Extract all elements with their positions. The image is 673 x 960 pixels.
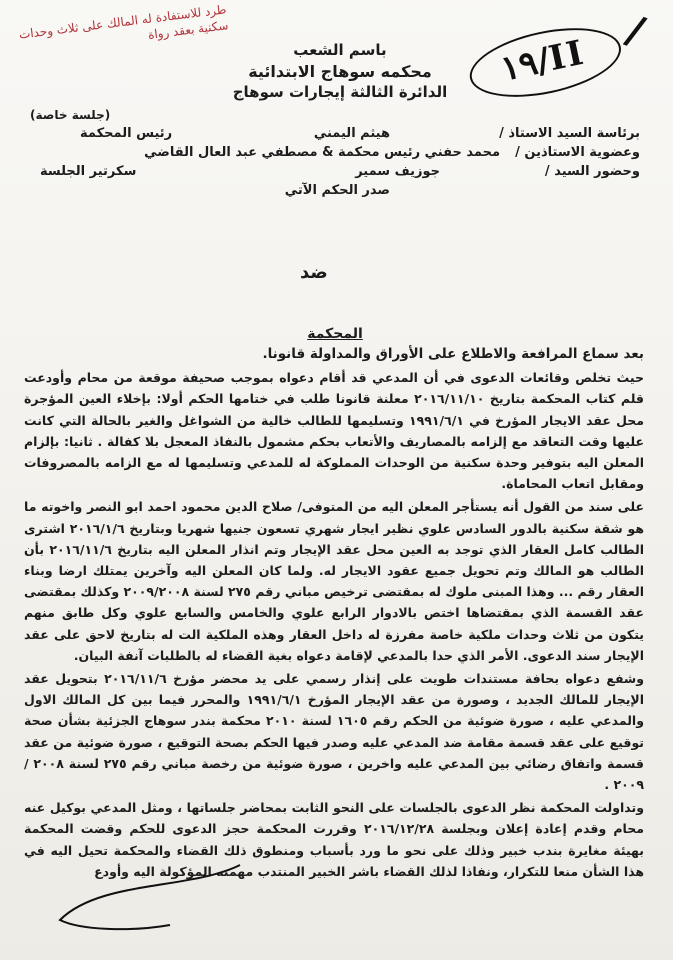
ruling-row (40, 183, 640, 202)
presiding-row (40, 126, 640, 145)
body-paragraph-grounds: على سند من القول أنه يستأجر المعلن اليه من المتوفى/ صلاح الدين محمود احمد ابو النصر واخوته ما هو شقة سكنية بالدور السادس علوي نظير ايجار شهري تسعون جنيها شهريا وبتاريخ ٢٠١٦/١/٦ اشترى الطالب كامل العقار الذي توجد به العين محل عقد الإيجار وتم انذار المعلن اليه بتاريخ ٢٠١٦/١١/٦ بأن الطالب هو المالك وتم تحويل جميع عقود الايجار له. ولما كان المعلن اليه وآخرين يمتلك ارضا وبناء العقار رقم ... وهذا المبنى ملوك له بمقتضى ترخيص مباني رقم ٢٧٥ لسنة ٢٠٠٩/٢٠٠٨ وكذلك بمقتضى عقد القسمة الذي بمقتضاها اختص بالادوار الرابع علوي والخامس والسابع علوي وكل طابق منهم يتكون من ثلاث وحدات ملكية خاصة مفرزة له داخل العقار وهذه الملكية الت له بتاريخ لاحق على عقد الإيجار سند الدعوى. الأمر الذي حدا بالمدعي لإقامة دعواه بغية القضاء له بالطلبات آنفة البيان. (24, 499, 645, 663)
header-court-name: محكمه سوهاج الابتدائية (248, 62, 432, 81)
handwritten-number-text: ١٩/II (497, 32, 589, 90)
attendance-name: جوزيف سمير (355, 164, 440, 179)
presiding-name: هيثم اليمني (313, 126, 390, 141)
body-intro: بعد سماع المرافعة والاطلاع على الأوراق والمداولة قانونا. (262, 346, 644, 362)
court-heading: المحكمة (307, 326, 363, 342)
members-row (40, 145, 640, 164)
body-paragraph-documents: وشفع دعواه بحافة مستندات طويت على إنذار رسمي على يد محضر مؤرخ ٢٠١٦/١١/٦ بتحويل عقد الإيجار للمالك الجديد ، وصورة من عقد الإيجار المؤرخ ١٩٩١/٦/١ والمحرر فيما بين كل المالك الاول والمدعي عليه ، صورة ضوئية من الحكم رقم ١٦٠٥ لسنة ٢٠١٠ محكمة بندر سوهاج الجزئية بشأن صحة توقيع على عقد قسمة مقامة ضد المدعي عليه وصدر فيها الحكم بصحة التوقيع ، صورة ضوئية من عقد قسمة واتفاق رضائي بين المدعي عليه واخرين ، صورة ضوئية من رخصة مباني رقم ٢٧٥ لسنة ٢٠٠٨ / ٢٠٠٩ . (24, 671, 644, 793)
attendance-title: سكرتير الجلسة (40, 164, 137, 179)
session-type: (جلسة خاصة) (30, 108, 111, 122)
presiding-label: برئاسة السيد الاستاذ / (499, 126, 640, 141)
attendance-label: وحضور السيد / (544, 164, 640, 179)
header-circuit: الدائرة الثالثة إيجارات سوهاج (232, 83, 448, 101)
body-paragraph-facts: حيث تخلص وقائعات الدعوى في أن المدعي قد أقام دعواه بموجب صحيفة موقعة من محام وأودعت قلم كتاب المحكمة بتاريخ ٢٠١٦/١١/١٠ معلنة قانونا طلب في ختامها الحكم أولا: بإخلاء العين المؤجرة محل عقد الايجار المؤرخ في ١٩٩١/٦/١ وتسليمها للطالب خالية من الشواغل والغير بالحالة التي كانت عليها وقت التعاقد مع إلزامه بالمصاريف والأتعاب بحكم مشمول بالنفاذ المعجل بلا كفالة . ثانيا: بإلزام المعلن اليه بتوفير وحدة سكنية من الوحدات المملوكة له للمدعي وتسليمها له مع الزامه بالمصروفات ومقابل اتعاب المحاماة. (24, 370, 644, 492)
members-label: وعضوية الاستاذين / (515, 145, 640, 160)
corner-handwritten-mark: / (620, 6, 651, 56)
ruling-issued: صدر الحكم الآتي (284, 183, 390, 198)
ruling-body (24, 344, 644, 882)
attendance-row (40, 164, 640, 183)
handwritten-note: طرد للاستفادة له المالك على ثلاث وحدات سكنية بعقد رواة (18, 2, 230, 42)
versus-label: ضد (300, 262, 328, 283)
presiding-title: رئيس المحكمة (80, 126, 173, 141)
handwritten-bracket-mark (40, 860, 260, 940)
members-names: محمد حفني رئيس محكمة & مصطفي عبد العال القاضي (144, 145, 500, 160)
header-line-people: باسم الشعب (293, 41, 387, 59)
body-paragraph-proceedings: وتداولت المحكمة نظر الدعوى بالجلسات على النحو الثابت بمحاضر جلساتها ، ومثل المدعي بوكيل عنه محام وقدم إعادة إعلان وبجلسة ٢٠١٦/١٢/٢٨ وقررت المحكمة حجز الدعوى للحكم وقضت المحكمة بهيئة مغايرة بندب خبير وذلك على نحو ما ورد بأسباب ومنطوق ذلك القضاء والمحكمة تحيل اليه في هذا الشأن منعا للتكرار، ونفاذا لذلك القضاء باشر الخبير المنتدب مهمته المؤكولة اليه وأودع (24, 800, 644, 879)
document-header (150, 40, 530, 103)
court-panel (40, 126, 640, 202)
